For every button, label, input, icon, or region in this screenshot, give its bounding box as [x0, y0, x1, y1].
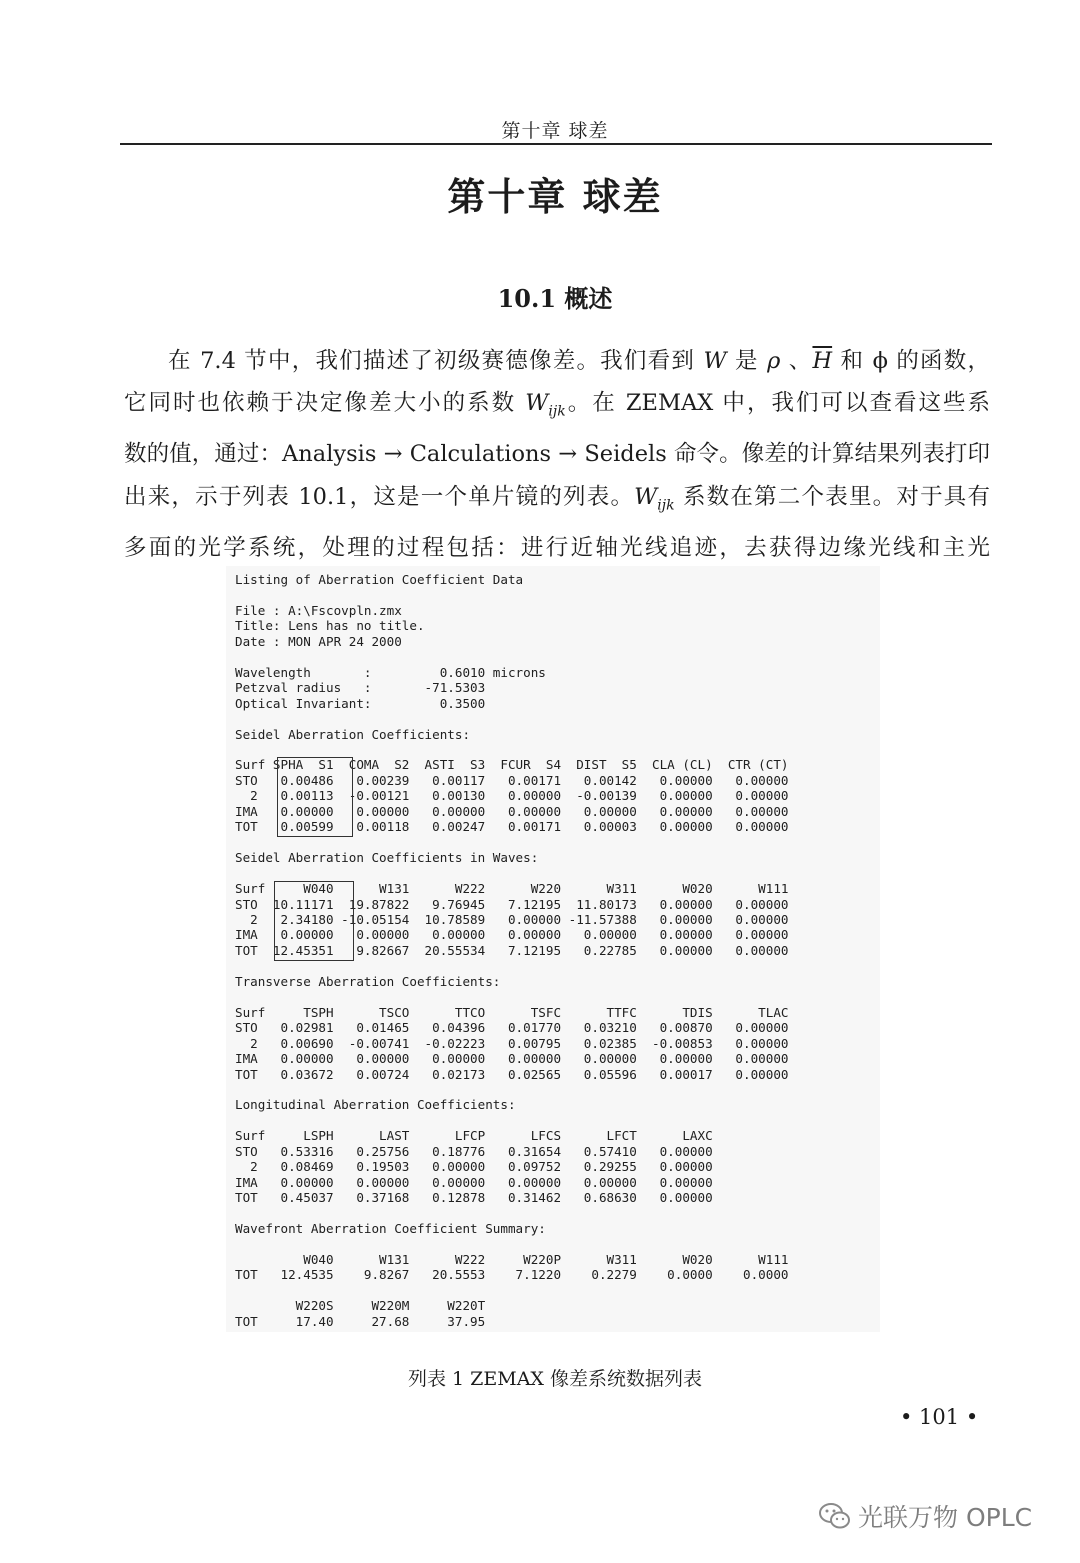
listing-invariant: Optical Invariant: 0.3500 — [235, 695, 486, 711]
longitudinal-title: Longitudinal Aberration Coefficients: — [235, 1097, 516, 1113]
table-row: 2 0.00690 -0.00741 -0.02223 0.00795 0.02385 -0.00853 0.00000 — [235, 1035, 789, 1051]
text-span: 在 7.4 节中，我们描述了初级赛德像差。我们看到 — [168, 348, 704, 374]
text-span: 。在 ZEMAX 中，我们可以查看这些系 — [565, 390, 991, 417]
paragraph-line-2 — [124, 382, 990, 433]
w040-highlight-box — [274, 881, 354, 961]
subscript-ijk: ijk — [548, 403, 566, 420]
running-head: 第十章 球差 — [501, 120, 609, 142]
listing-petzval: Petzval radius : -71.5303 — [235, 680, 486, 696]
table-row: IMA 0.00000 0.00000 0.00000 0.00000 0.00000 0.00000 0.00000 — [235, 1051, 789, 1067]
listing-title: Title: Lens has no title. — [235, 618, 425, 634]
text-span: 它同时也依赖于决定像差大小的系数 — [124, 390, 526, 417]
table-row: 2 0.00113 -0.00121 0.00130 0.00000 -0.00139 0.00000 0.00000 — [235, 788, 789, 804]
text-span: 出来，示于列表 10.1，这是一个单片镜的列表。 — [124, 483, 635, 510]
table-row: TOT 17.40 27.68 37.95 — [235, 1313, 486, 1329]
seidel-title: Seidel Aberration Coefficients: — [235, 726, 471, 742]
text-span: 和 — [832, 348, 873, 374]
seidel-waves-header: Surf W040 W131 W222 W220 W311 W020 W111 — [235, 881, 789, 897]
table-row: TOT 0.45037 0.37168 0.12878 0.31462 0.68630 0.00000 — [235, 1190, 713, 1206]
symbol-phi: ϕ — [872, 348, 888, 374]
symbol-w: W — [634, 483, 658, 510]
wavefront-header-1: W040 W131 W222 W220P W311 W020 W111 — [235, 1251, 789, 1267]
table-row: TOT 12.45351 9.82667 20.55534 7.12195 0.22785 0.00000 0.00000 — [235, 942, 789, 958]
table-row: IMA 0.00000 0.00000 0.00000 0.00000 0.00000 0.00000 0.00000 — [235, 927, 789, 943]
table-row: STO 0.02981 0.01465 0.04396 0.01770 0.03210 0.00870 0.00000 — [235, 1020, 789, 1036]
text-span: 系数在第二个表里。对于具有 — [674, 483, 990, 510]
section-title: 10.1 概述 — [497, 284, 613, 313]
table-row: IMA 0.00000 0.00000 0.00000 0.00000 0.00000 0.00000 0.00000 — [235, 803, 789, 819]
table-row: TOT 0.03672 0.00724 0.02173 0.02565 0.05596 0.00017 0.00000 — [235, 1066, 789, 1082]
table-row: 2 0.08469 0.19503 0.00000 0.09752 0.29255 0.00000 — [235, 1159, 713, 1175]
table-row: STO 0.00486 0.00239 0.00117 0.00171 0.00142 0.00000 0.00000 — [235, 772, 789, 788]
symbol-h-bar: $\overline{H}$ — [812, 348, 833, 374]
table-row: TOT 0.00599 0.00118 0.00247 0.00171 0.00003 0.00000 0.00000 — [235, 819, 789, 835]
page-number: • 101 • — [900, 1405, 979, 1429]
transverse-header: Surf TSPH TSCO TTCO TSFC TTFC TDIS TLAC — [235, 1004, 789, 1020]
listing-file: File : A:\Fscovpln.zmx — [235, 602, 402, 618]
symbol-rho: ρ — [767, 348, 781, 374]
text-span: 、 — [780, 348, 813, 374]
wechat-icon — [818, 1501, 852, 1531]
table-row: IMA 0.00000 0.00000 0.00000 0.00000 0.00000 0.00000 — [235, 1174, 713, 1190]
longitudinal-header: Surf LSPH LAST LFCP LFCS LFCT LAXC — [235, 1128, 713, 1144]
listing-header: Listing of Aberration Coefficient Data — [235, 572, 524, 587]
table-row: 2 2.34180 -10.05154 10.78589 0.00000 -11.57388 0.00000 0.00000 — [235, 911, 789, 927]
body-paragraph — [124, 340, 990, 569]
table-row: STO 0.53316 0.25756 0.18776 0.31654 0.57410 0.00000 — [235, 1143, 713, 1159]
paragraph-line-1 — [124, 340, 990, 382]
chapter-title: 第十章 球差 — [447, 174, 663, 219]
symbol-w: W — [525, 390, 549, 417]
seidel-header: Surf SPHA S1 COMA S2 ASTI S3 FCUR S4 DIST S5 CLA (CL) CTR (CT) — [235, 757, 789, 773]
seidel-waves-title: Seidel Aberration Coefficients in Waves: — [235, 850, 539, 866]
spha-highlight-box — [277, 757, 353, 837]
text-span: 的函数， — [887, 348, 991, 374]
listing-caption: 列表 1 ZEMAX 像差系统数据列表 — [408, 1368, 702, 1390]
text-span: 是 — [726, 348, 768, 374]
watermark-text: 光联万物 OPLC — [858, 1503, 1033, 1532]
listing-date: Date : MON APR 24 2000 — [235, 633, 402, 649]
paragraph-line-4 — [124, 476, 990, 527]
table-row: TOT 12.4535 9.8267 20.5553 7.1220 0.2279 0.0000 0.0000 — [235, 1267, 789, 1283]
table-row: STO 10.11171 19.87822 9.76945 7.12195 11.80173 0.00000 0.00000 — [235, 896, 789, 912]
header-rule — [120, 143, 992, 145]
listing-wavelength: Wavelength : 0.6010 microns — [235, 664, 546, 680]
watermark — [818, 1498, 1032, 1534]
aberration-listing — [226, 566, 880, 1332]
subscript-ijk: ijk — [657, 497, 675, 514]
transverse-title: Transverse Aberration Coefficients: — [235, 973, 501, 989]
wavefront-header-2: W220S W220M W220T — [235, 1298, 486, 1314]
paragraph-line-3: 数的值，通过：Analysis → Calculations → Seidels 命令。像差的计算结果列表打印 — [124, 441, 990, 468]
paragraph-line-5: 多面的光学系统，处理的过程包括：进行近轴光线追迹，去获得边缘光线和主光 — [124, 534, 990, 561]
wavefront-title: Wavefront Aberration Coefficient Summary: — [235, 1221, 546, 1237]
symbol-w: W — [703, 348, 727, 374]
